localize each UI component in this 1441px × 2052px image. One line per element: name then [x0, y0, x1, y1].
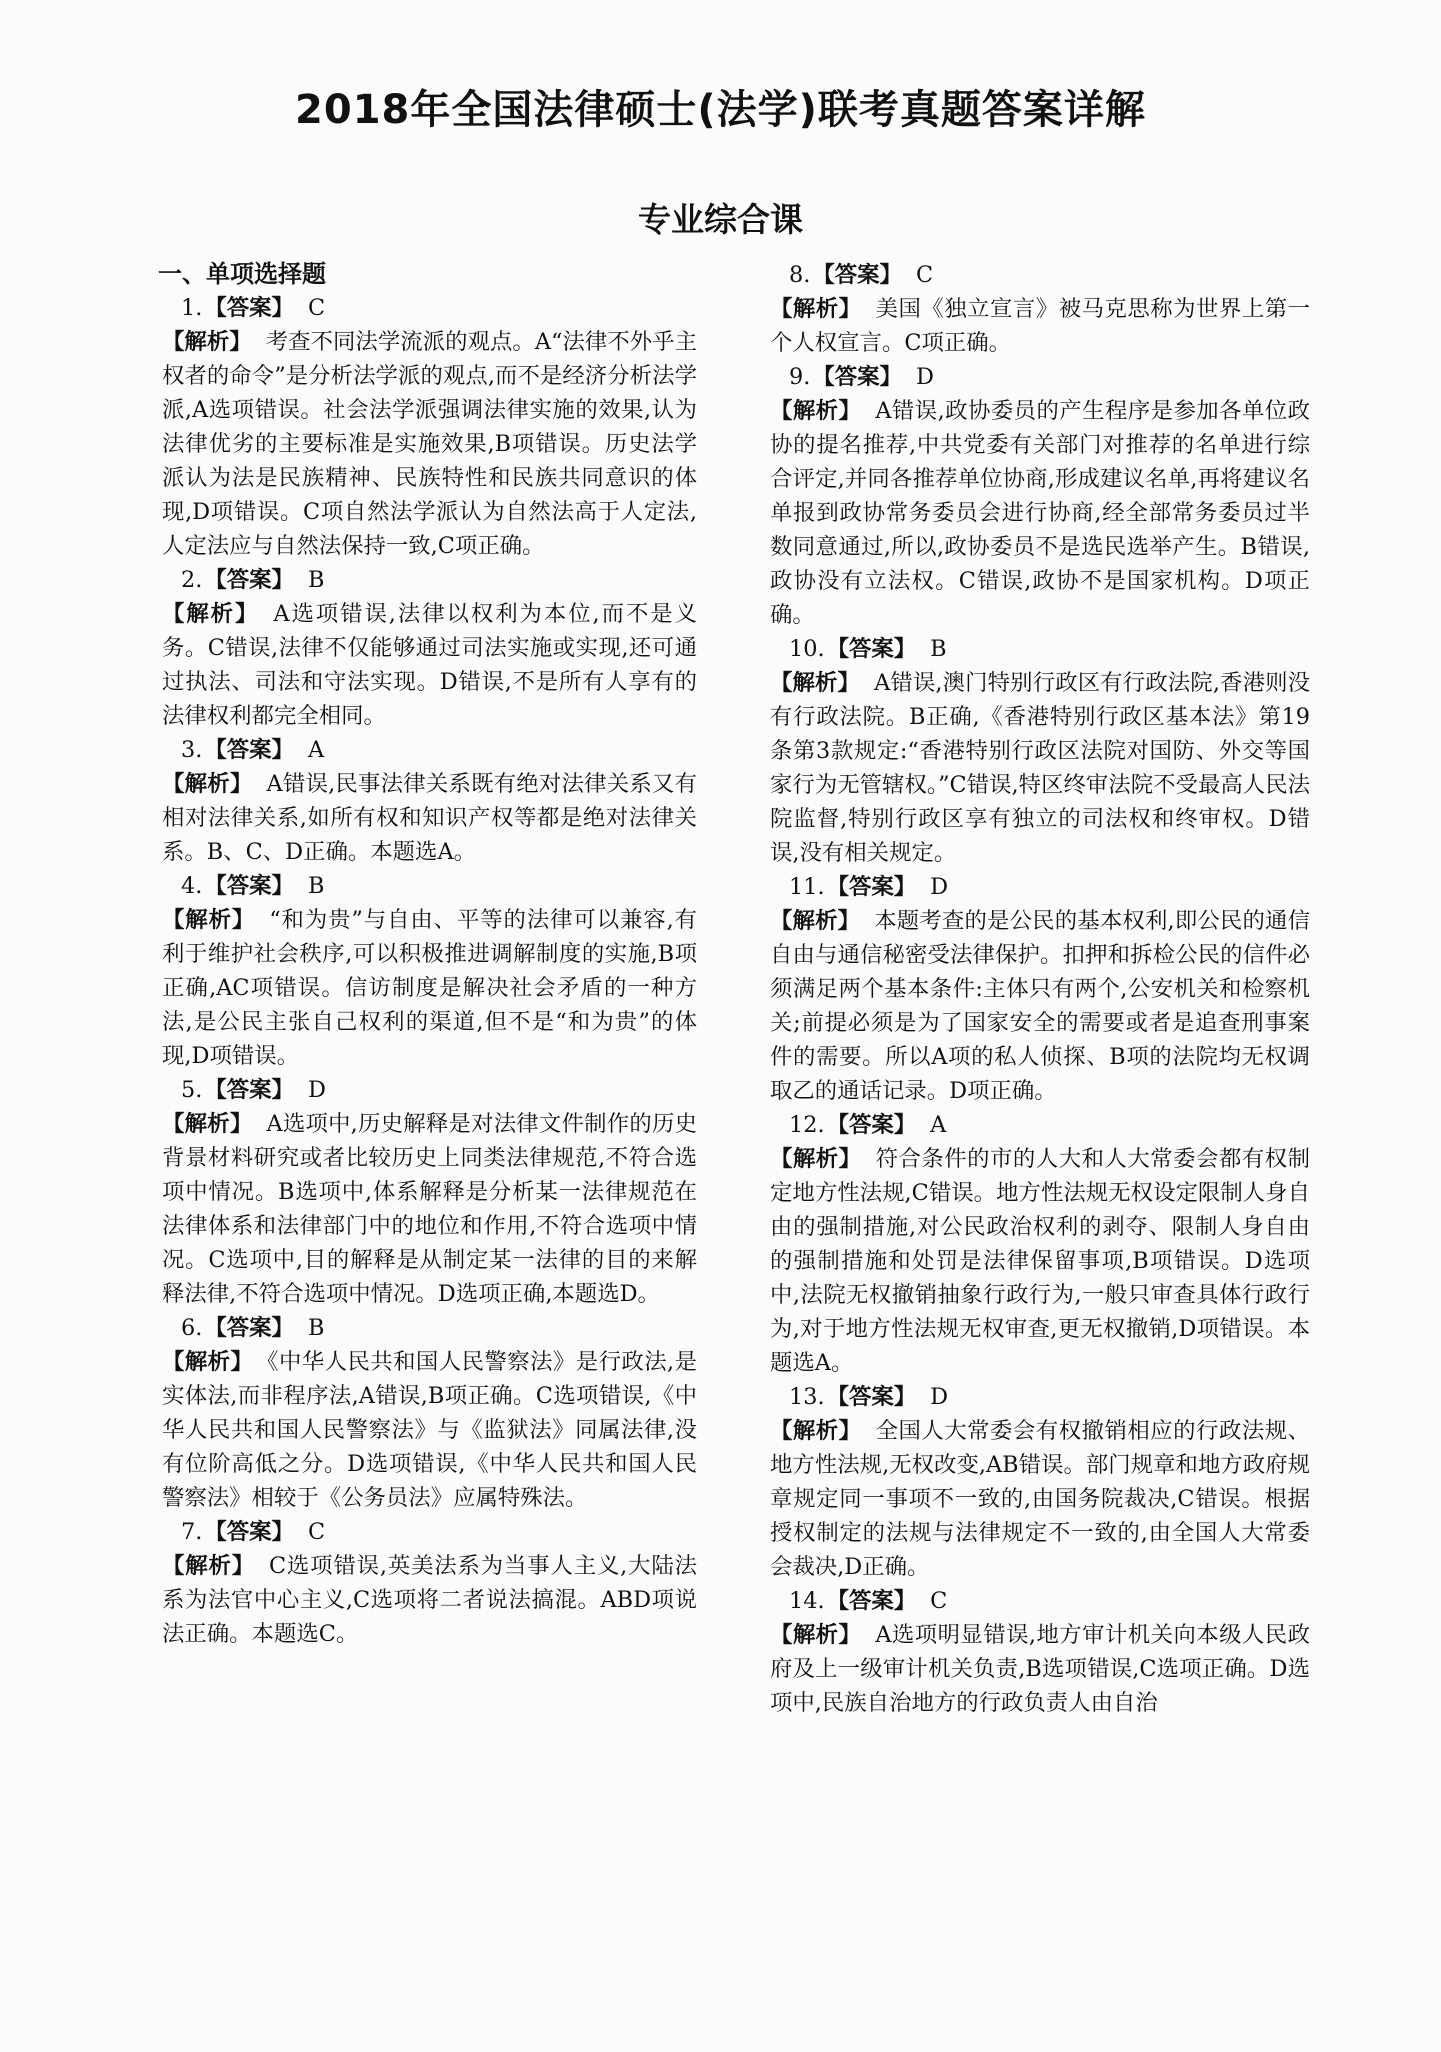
answer-value: A — [307, 737, 325, 763]
answer-tag: 【答案】 — [204, 1077, 294, 1103]
answer-line — [770, 632, 1310, 666]
answer-tag: 【答案】 — [204, 1519, 294, 1545]
answer-line — [770, 1380, 1310, 1414]
explanation-tag: 【解析】 — [162, 1349, 254, 1375]
explanation-text: A错误,政协委员的产生程序是参加各单位政协的提名推荐,中共党委有关部门对推荐的名单进行综合评定,并同各推荐单位协商,形成建议名单,再将建议名单报到政协常务委员会进行协商,经全部常务委员过半数同意通过,所以,政协委员不是选民选举产生。B错误,政协没有立法权。C错误,政协不是国家机构。D项正确。 — [770, 398, 1310, 628]
explanation-tag: 【解析】 — [162, 329, 252, 355]
answer-line — [770, 870, 1310, 904]
answer-value: C — [307, 295, 326, 321]
answer-line — [162, 869, 697, 903]
explanation-tag: 【解析】 — [162, 907, 256, 933]
explanation-text: 考查不同法学流派的观点。A“法律不外乎主权者的命令”是分析法学派的观点,而不是经济分析法学派,A选项错误。社会法学派强调法律实施的效果,认为法律优劣的主要标准是实施效果,B项错误。历史法学派认为法是民族精神、民族特性和民族共同意识的体现,D项错误。C项自然法学派认为自然法高于人定法,人定法应与自然法保持一致,C项正确。 — [162, 329, 698, 559]
answer-value: A — [930, 1112, 947, 1138]
explanation-tag: 【解析】 — [770, 1146, 862, 1172]
explanation-paragraph — [162, 903, 697, 1073]
answer-value: D — [930, 874, 949, 900]
explanation-paragraph — [770, 292, 1310, 360]
answer-value: B — [307, 873, 325, 899]
answer-value: D — [930, 1384, 949, 1410]
explanation-tag: 【解析】 — [770, 908, 861, 934]
answer-value: D — [307, 1077, 326, 1103]
question-item — [770, 360, 1310, 632]
explanation-tag: 【解析】 — [162, 1111, 253, 1137]
explanation-text: A错误,民事法律关系既有绝对法律关系又有相对法律关系,如所有权和知识产权等都是绝对法律关系。B、C、D正确。本题选A。 — [162, 771, 697, 865]
explanation-text: 本题考查的是公民的基本权利,即公民的通信自由与通信秘密受法律保护。扣押和拆检公民的信件必须满足两个基本条件:主体只有两个,公安机关和检察机关;前提必须是为了国家安全的需要或者是追查刑事案件的需要。所以A项的私人侦探、B项的法院均无权调取乙的通话记录。D项正确。 — [770, 908, 1311, 1104]
answer-line — [770, 1584, 1310, 1618]
explanation-paragraph — [162, 597, 697, 733]
answer-line — [162, 733, 697, 767]
answer-value: C — [915, 262, 934, 288]
question-item — [770, 1108, 1310, 1380]
question-item — [162, 1515, 697, 1651]
explanation-tag: 【解析】 — [162, 601, 260, 627]
question-number: 13. — [789, 1384, 825, 1410]
answer-tag: 【答案】 — [204, 737, 294, 763]
question-number: 8. — [789, 262, 811, 288]
answer-tag: 【答案】 — [204, 295, 294, 321]
answer-line — [162, 1311, 697, 1345]
explanation-tag: 【解析】 — [162, 771, 253, 797]
explanation-paragraph — [770, 1414, 1310, 1584]
question-item — [770, 632, 1310, 870]
explanation-text: 《中华人民共和国人民警察法》是行政法,是实体法,而非程序法,A错误,B项正确。C选项错误,《中华人民共和国人民警察法》与《监狱法》同属法律,没有位阶高低之分。D选项错误,《中华人民共和国人民警察法》相较于《公务员法》应属特殊法。 — [162, 1349, 698, 1511]
explanation-tag: 【解析】 — [162, 1553, 255, 1579]
explanation-text: C选项错误,英美法系为当事人主义,大陆法系为法官中心主义,C选项将二者说法搞混。ABD项说法正确。本题选C。 — [162, 1553, 698, 1647]
question-number: 4. — [181, 873, 203, 899]
answer-line — [162, 291, 697, 325]
explanation-tag: 【解析】 — [770, 1418, 862, 1444]
question-number: 7. — [181, 1519, 203, 1545]
question-item — [162, 563, 697, 733]
question-number: 5. — [181, 1077, 203, 1103]
answer-line — [770, 258, 1310, 292]
answer-line — [162, 563, 697, 597]
explanation-paragraph — [162, 1345, 697, 1515]
question-item — [162, 733, 697, 869]
question-number: 2. — [181, 567, 203, 593]
question-number: 11. — [789, 874, 825, 900]
explanation-tag: 【解析】 — [770, 1622, 862, 1648]
explanation-text: “和为贵”与自由、平等的法律可以兼容,有利于维护社会秩序,可以积极推进调解制度的实施,B项正确,AC项错误。信访制度是解决社会矛盾的一种方法,是公民主张自己权利的渠道,但不是“和为贵”的体现,D项错误。 — [162, 907, 698, 1069]
explanation-paragraph — [162, 325, 697, 563]
answer-value: D — [915, 364, 934, 390]
explanation-tag: 【解析】 — [770, 670, 861, 696]
answer-tag: 【答案】 — [826, 1588, 917, 1614]
question-item — [770, 870, 1310, 1108]
question-item — [770, 1584, 1310, 1720]
question-number: 10. — [789, 636, 825, 662]
answer-tag: 【答案】 — [812, 364, 902, 390]
explanation-paragraph — [770, 1618, 1310, 1720]
answer-value: B — [307, 1315, 325, 1341]
answer-value: B — [930, 636, 947, 662]
explanation-paragraph — [770, 666, 1310, 870]
explanation-text: A错误,澳门特别行政区有行政法院,香港则没有行政法院。B正确,《香港特别行政区基本法》第19条第3款规定:“香港特别行政区法院对国防、外交等国家行为无管辖权。”C错误,特区终审法院不受最高人民法院监督,特别行政区享有独立的司法权和终审权。D错误,没有相关规定。 — [770, 670, 1310, 866]
answer-tag: 【答案】 — [826, 1384, 917, 1410]
question-item — [162, 869, 697, 1073]
answer-tag: 【答案】 — [204, 873, 294, 899]
explanation-paragraph — [770, 1142, 1310, 1380]
question-item — [770, 258, 1310, 360]
question-item — [162, 291, 697, 563]
page-title: 2018年全国法律硕士(法学)联考真题答案详解 — [295, 87, 1146, 133]
question-item — [770, 1380, 1310, 1584]
answer-tag: 【答案】 — [812, 262, 902, 288]
answer-tag: 【答案】 — [826, 636, 917, 662]
explanation-paragraph — [770, 394, 1310, 632]
answer-line — [770, 360, 1310, 394]
explanation-paragraph — [162, 767, 697, 869]
page-subtitle: 专业综合课 — [638, 200, 803, 239]
answer-tag: 【答案】 — [826, 1112, 917, 1138]
section-heading: 一、单项选择题 — [158, 260, 326, 288]
question-number: 9. — [789, 364, 811, 390]
answer-tag: 【答案】 — [204, 1315, 294, 1341]
question-item — [162, 1311, 697, 1515]
answer-line — [162, 1073, 697, 1107]
explanation-paragraph — [162, 1107, 697, 1311]
answer-line — [162, 1515, 697, 1549]
explanation-tag: 【解析】 — [770, 398, 862, 424]
explanation-text: A选项明显错误,地方审计机关向本级人民政府及上一级审计机关负责,B选项错误,C选项正确。D选项中,民族自治地方的行政负责人由自治 — [770, 1622, 1310, 1716]
question-item — [162, 1073, 697, 1311]
question-number: 1. — [181, 295, 203, 321]
explanation-text: A选项错误,法律以权利为本位,而不是义务。C错误,法律不仅能够通过司法实施或实现,还可通过执法、司法和守法实现。D错误,不是所有人享有的法律权利都完全相同。 — [162, 601, 698, 729]
answer-value: B — [307, 567, 325, 593]
question-number: 6. — [181, 1315, 203, 1341]
explanation-text: 美国《独立宣言》被马克思称为世界上第一个人权宣言。C项正确。 — [770, 296, 1311, 356]
right-column — [770, 258, 1310, 1720]
answer-tag: 【答案】 — [826, 874, 917, 900]
question-number: 3. — [181, 737, 203, 763]
question-number: 12. — [789, 1112, 825, 1138]
explanation-tag: 【解析】 — [770, 296, 862, 322]
left-column — [158, 258, 698, 1651]
answer-value: C — [930, 1588, 948, 1614]
explanation-paragraph — [770, 904, 1310, 1108]
explanation-text: 全国人大常委会有权撤销相应的行政法规、地方性法规,无权改变,AB错误。部门规章和地方政府规章规定同一事项不一致的,由国务院裁决,C错误。根据授权制定的法规与法律规定不一致的,由全国人大常委会裁决,D正确。 — [770, 1418, 1311, 1580]
explanation-paragraph — [162, 1549, 697, 1651]
explanation-text: 符合条件的市的人大和人大常委会都有权制定地方性法规,C错误。地方性法规无权设定限制人身自由的强制措施,对公民政治权利的剥夺、限制人身自由的强制措施和处罚是法律保留事项,B项错误。D选项中,法院无权撤销抽象行政行为,一般只审查具体行政行为,对于地方性法规无权审查,更无权撤销,D项错误。本题选A。 — [770, 1146, 1311, 1376]
answer-value: C — [307, 1519, 326, 1545]
answer-tag: 【答案】 — [204, 567, 294, 593]
answer-line — [770, 1108, 1310, 1142]
question-number: 14. — [789, 1588, 825, 1614]
explanation-text: A选项中,历史解释是对法律文件制作的历史背景材料研究或者比较历史上同类法律规范,不符合选项中情况。B选项中,体系解释是分析某一法律规范在法律体系和法律部门中的地位和作用,不符合选项中情况。C选项中,目的解释是从制定某一法律的目的来解释法律,不符合选项中情况。D选项正确,本题选D。 — [162, 1111, 697, 1307]
